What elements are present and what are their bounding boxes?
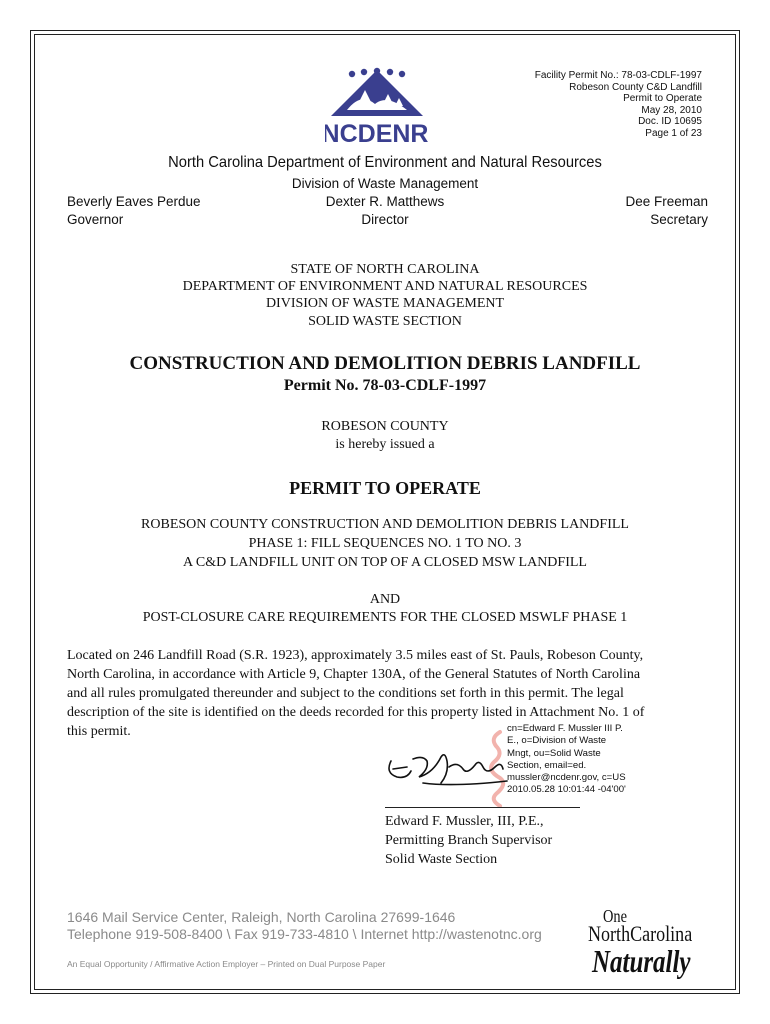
doc-id: Doc. ID 10695 [638, 116, 702, 127]
secretary-name: Dee Freeman [625, 194, 708, 209]
footer-contact: Telephone 919-508-8400 \ Fax 919-733-4810 \ Internet http://wastenotnc.org [67, 926, 542, 942]
secretary-title: Secretary [650, 212, 708, 227]
digital-signature-details [507, 723, 637, 797]
ncdenr-logo [325, 66, 445, 148]
signer-block [385, 812, 552, 869]
signature-line [385, 807, 580, 808]
governor-name: Beverly Eaves Perdue [67, 194, 201, 209]
scope-line-2: PHASE 1: FILL SEQUENCES NO. 1 TO NO. 3 [248, 536, 522, 551]
one-north-carolina-naturally-logo [570, 906, 720, 986]
digital-signature-line-5: mussler@ncdenr.gov, c=US [507, 772, 626, 784]
location-line-1: Located on 246 Landfill Road (S.R. 1923), approximately 3.5 miles east of St. Pauls, Robeson County, [67, 648, 644, 663]
section-line: SOLID WASTE SECTION [308, 314, 462, 329]
signer-name: Edward F. Mussler, III, P.E., [385, 814, 544, 829]
signer-title: Permitting Branch Supervisor [385, 833, 553, 848]
permit-type: Permit to Operate [623, 93, 702, 104]
division-name: Division of Waste Management [291, 176, 479, 191]
digital-signature-line-4: Section, email=ed. [507, 759, 587, 771]
brand-north-carolina: NorthCarolina [588, 921, 693, 946]
location-line-5: this permit. [67, 724, 131, 739]
permit-info [462, 70, 702, 139]
document-title: CONSTRUCTION AND DEMOLITION DEBRIS LANDFILL [129, 353, 641, 374]
division-line: DIVISION OF WASTE MANAGEMENT [265, 296, 505, 311]
department-name: North Carolina Department of Environment and Natural Resources [168, 154, 602, 171]
page-number: Page 1 of 23 [645, 127, 702, 139]
digital-signature-line-3: Mngt, ou=Solid Waste [507, 747, 601, 759]
digital-signature-line-2: E., o=Division of Waste [507, 735, 607, 747]
signer-section: Solid Waste Section [385, 852, 498, 867]
scope-line-1: ROBESON COUNTY CONSTRUCTION AND DEMOLITION DEBRIS LANDFILL [141, 517, 629, 532]
scope-and: AND [369, 592, 401, 607]
governor-title: Governor [67, 212, 124, 227]
scope-line-4: POST-CLOSURE CARE REQUIREMENTS FOR THE CLOSED MSWLF PHASE 1 [142, 610, 628, 625]
footer-address: 1646 Mail Service Center, Raleigh, North Carolina 27699-1646 [67, 909, 456, 925]
issued-text: is hereby issued a [335, 437, 435, 452]
director-name: Dexter R. Matthews [325, 194, 445, 209]
director-title: Director [361, 212, 409, 227]
department-line: DEPARTMENT OF ENVIRONMENT AND NATURAL RESOURCES [182, 279, 588, 294]
permit-date: May 28, 2010 [641, 104, 702, 116]
location-line-3: and all rules promulgated thereunder and subject to the conditions set forth in this permit. The legal [67, 686, 624, 701]
handwritten-signature [383, 743, 513, 793]
state-line: STATE OF NORTH CAROLINA [290, 262, 480, 277]
footer-equal-opportunity: An Equal Opportunity / Affirmative Action Employer – Printed on Dual Purpose Paper [67, 959, 386, 969]
digital-signature-line-6: 2010.05.28 10:01:44 -04'00' [507, 784, 626, 796]
brand-naturally: Naturally [592, 943, 691, 979]
scope-line-3: A C&D LANDFILL UNIT ON TOP OF A CLOSED MSW LANDFILL [183, 555, 587, 570]
logo-wordmark: NCDENR [325, 120, 429, 148]
county-name: ROBESON COUNTY [321, 419, 449, 434]
location-line-2: North Carolina, in accordance with Article 9, Chapter 130A, of the General Statutes of North Carolina [67, 667, 641, 682]
facility-name: Robeson County C&D Landfill [569, 81, 702, 93]
brand-one: One [603, 906, 627, 926]
permit-to-operate: PERMIT TO OPERATE [289, 478, 481, 498]
digital-signature-line-1: cn=Edward F. Mussler III P. [507, 723, 623, 734]
location-line-4: description of the site is identified on the deeds recorded for this property listed in Attachment No. 1 of [67, 705, 645, 720]
permit-number: Facility Permit No.: 78-03-CDLF-1997 [534, 70, 702, 81]
permit-title: Permit No. 78-03-CDLF-1997 [283, 377, 487, 394]
